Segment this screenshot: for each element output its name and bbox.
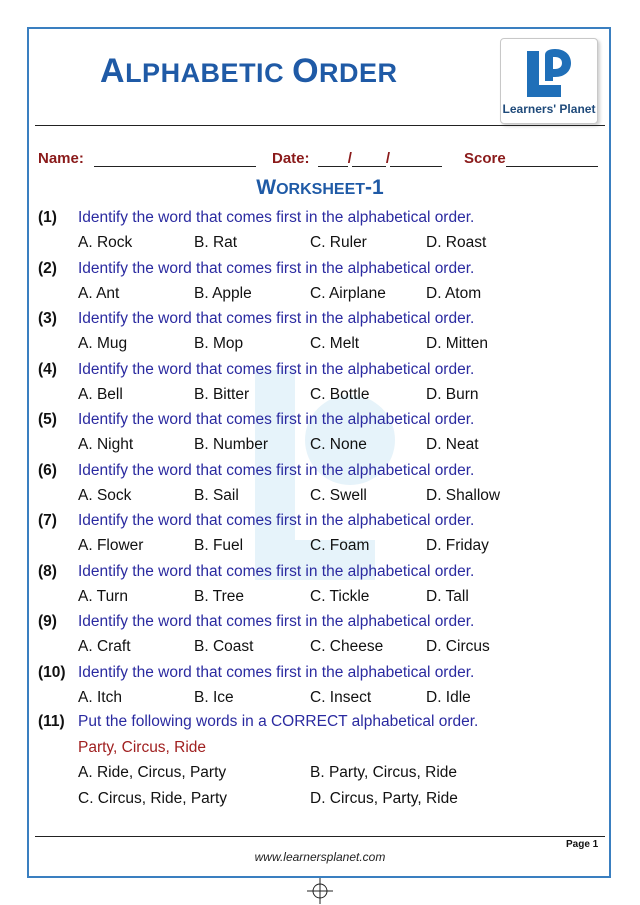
question-number: (11) <box>38 713 65 730</box>
question-number: (9) <box>38 613 57 630</box>
footer-url[interactable]: www.learnersplanet.com <box>254 850 386 864</box>
option-b[interactable]: B. Rat <box>194 234 238 251</box>
option-a[interactable]: A. Rock <box>78 234 133 251</box>
question-text: Put the following words in a CORRECT alphabetical order. <box>78 713 479 730</box>
option-b[interactable]: B. Tree <box>194 588 244 605</box>
question-text: Identify the word that comes first in the alphabetical order. <box>78 361 475 378</box>
option-d[interactable]: D. Circus, Party, Ride <box>310 790 458 807</box>
question-text: Identify the word that comes first in the alphabetical order. <box>78 209 475 226</box>
page-number: Page 1 <box>566 839 599 850</box>
question-number: (8) <box>38 563 57 580</box>
option-d[interactable]: D. Circus <box>426 638 490 655</box>
option-c[interactable]: C. Ruler <box>310 234 367 251</box>
question-text: Identify the word that comes first in the alphabetical order. <box>78 260 475 277</box>
option-a[interactable]: A. Itch <box>78 689 122 706</box>
option-d[interactable]: D. Mitten <box>426 335 489 352</box>
option-b[interactable]: B. Bitter <box>194 386 250 403</box>
question-text: Identify the word that comes first in the alphabetical order. <box>78 664 475 681</box>
question-text: Identify the word that comes first in the alphabetical order. <box>78 462 475 479</box>
option-b[interactable]: B. Coast <box>194 638 254 655</box>
option-d[interactable]: D. Burn <box>426 386 479 403</box>
worksheet-suffix: -1 <box>365 176 384 199</box>
option-c[interactable]: C. Airplane <box>310 285 386 302</box>
option-a[interactable]: A. Ant <box>78 285 120 302</box>
title-letter-o: O <box>292 52 320 90</box>
option-a[interactable]: A. Craft <box>78 638 131 655</box>
name-label: Name: <box>38 150 84 167</box>
lp-logo-icon <box>521 47 577 101</box>
question-number: (7) <box>38 512 57 529</box>
option-c[interactable]: C. None <box>310 436 367 453</box>
worksheet-label: ORKSHEET <box>276 181 366 198</box>
option-d[interactable]: D. Idle <box>426 689 471 706</box>
date-slash-2: / <box>385 150 391 167</box>
option-c[interactable]: C. Tickle <box>310 588 370 605</box>
date-slash-1: / <box>347 150 352 167</box>
option-d[interactable]: D. Neat <box>426 436 479 453</box>
question-number: (3) <box>38 310 57 327</box>
option-c[interactable]: C. Swell <box>310 487 367 504</box>
option-c[interactable]: C. Cheese <box>310 638 384 655</box>
logo-text: Learners' Planet <box>502 102 596 116</box>
date-day-blank[interactable] <box>318 152 348 167</box>
score-blank[interactable] <box>506 152 598 167</box>
option-a[interactable]: A. Mug <box>78 335 128 352</box>
date-month-blank[interactable] <box>352 152 386 167</box>
question-number: (6) <box>38 462 57 479</box>
question-text: Identify the word that comes first in the alphabetical order. <box>78 512 475 529</box>
question-number: (5) <box>38 411 57 428</box>
option-a[interactable]: A. Sock <box>78 487 132 504</box>
option-b[interactable]: B. Party, Circus, Ride <box>310 764 458 781</box>
name-field[interactable] <box>38 150 256 167</box>
word-list: Party, Circus, Ride <box>78 739 207 756</box>
title-letter-a: A <box>100 52 126 90</box>
question-number: (10) <box>38 664 66 681</box>
option-b[interactable]: B. Sail <box>194 487 239 504</box>
worksheet-title <box>100 52 398 91</box>
score-label: Score <box>464 150 506 167</box>
option-c[interactable]: C. Foam <box>310 537 370 554</box>
question-text: Identify the word that comes first in the alphabetical order. <box>78 310 475 327</box>
title-part-1: LPHABETIC <box>125 58 293 88</box>
title-part-2: RDER <box>319 58 398 88</box>
option-c[interactable]: C. Insect <box>310 689 372 706</box>
question-text: Identify the word that comes first in the alphabetical order. <box>78 411 475 428</box>
option-a[interactable]: A. Flower <box>78 537 144 554</box>
crosshair-icon <box>307 878 333 904</box>
option-a[interactable]: A. Night <box>78 436 134 453</box>
option-a[interactable]: A. Ride, Circus, Party <box>78 764 227 781</box>
question-number: (4) <box>38 361 57 378</box>
option-a[interactable]: A. Turn <box>78 588 128 605</box>
worksheet-number <box>0 176 640 200</box>
option-c[interactable]: C. Circus, Ride, Party <box>78 790 228 807</box>
header-divider <box>35 125 605 126</box>
footer-divider <box>35 836 605 837</box>
learners-planet-logo <box>500 38 598 124</box>
option-d[interactable]: D. Roast <box>426 234 487 251</box>
worksheet-letter-w: W <box>256 176 277 199</box>
option-b[interactable]: B. Mop <box>194 335 244 352</box>
option-c[interactable]: C. Melt <box>310 335 360 352</box>
name-blank[interactable] <box>94 152 256 167</box>
option-b[interactable]: B. Apple <box>194 285 252 302</box>
option-b[interactable]: B. Ice <box>194 689 234 706</box>
option-d[interactable]: D. Shallow <box>426 487 501 504</box>
option-c[interactable]: C. Bottle <box>310 386 370 403</box>
date-field[interactable] <box>272 150 442 167</box>
question-text: Identify the word that comes first in the alphabetical order. <box>78 613 475 630</box>
question-number: (2) <box>38 260 57 277</box>
date-year-blank[interactable] <box>390 152 442 167</box>
option-d[interactable]: D. Friday <box>426 537 489 554</box>
score-field[interactable] <box>464 150 598 167</box>
option-d[interactable]: D. Tall <box>426 588 469 605</box>
date-label: Date: <box>272 150 310 167</box>
question-number: (1) <box>38 209 57 226</box>
option-a[interactable]: A. Bell <box>78 386 123 403</box>
option-d[interactable]: D. Atom <box>426 285 482 302</box>
option-b[interactable]: B. Fuel <box>194 537 244 554</box>
option-b[interactable]: B. Number <box>194 436 269 453</box>
question-text: Identify the word that comes first in the alphabetical order. <box>78 563 475 580</box>
